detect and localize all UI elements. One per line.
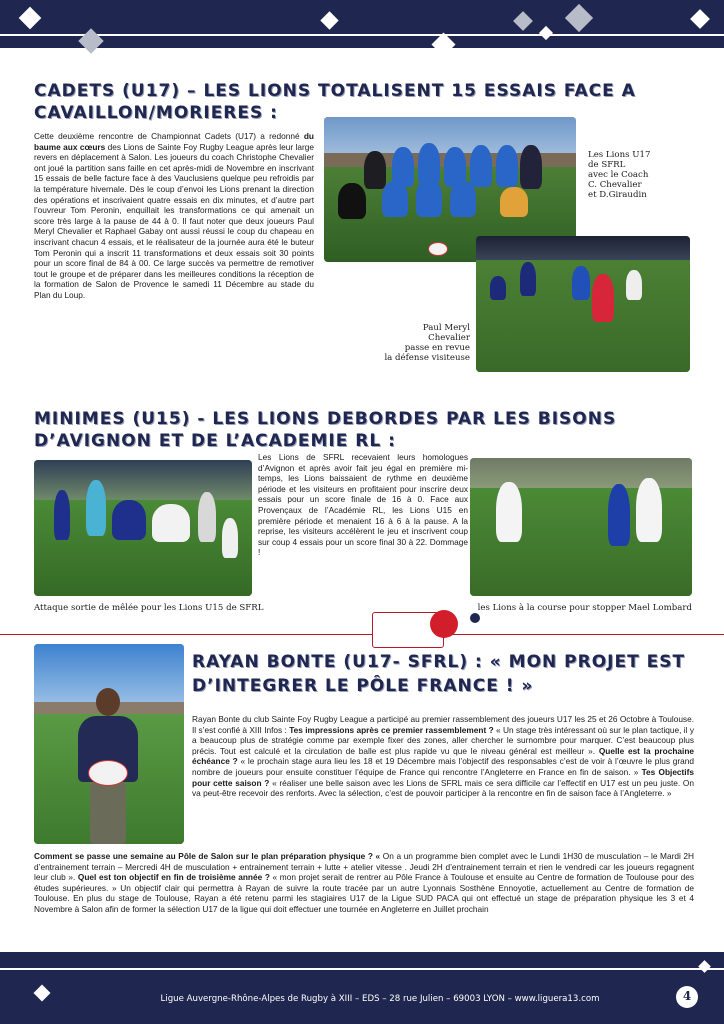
- section1-title-line1: CADETS (U17) – LES LIONS TOTALISENT 15 ESSAIS FACE A: [34, 81, 636, 101]
- u15-scrum-photo: [34, 460, 252, 596]
- u15-run-caption: les Lions à la course pour stopper Mael Lombard: [477, 603, 692, 613]
- section3-article-part2: [34, 851, 694, 915]
- section3-title-line2: D’INTEGRER LE PÔLE FRANCE ! »: [192, 676, 534, 696]
- section2-title: [34, 408, 694, 452]
- navy-dot-icon: [470, 613, 480, 623]
- caption-line: Paul Meryl: [422, 323, 470, 333]
- article-text: On a un programme bien complet avec le Lundi 1H30 de musculation – le Mardi 2H d’entrainement terrain – Mercredi 4H de musculation + entrainement terrain + lutte + atelier vitesse . Jeudi 2H d’entrainement terrain et rien le vendredi car les joueurs regagnent leur club ».: [34, 851, 695, 883]
- article-question: Quelle est la prochaine échéance ?: [192, 745, 695, 767]
- match-photo: [476, 236, 690, 372]
- caption-line: passe en revue: [404, 343, 470, 353]
- rayan-photo: [34, 644, 184, 844]
- caption-line: de SFRL: [588, 160, 626, 170]
- section3-article-part1: [192, 714, 694, 799]
- u15-scrum-caption: Attaque sortie de mêlée pour les Lions U15 de SFRL: [34, 603, 264, 613]
- article-text: « Un stage très intéressant où sur le plan tactique, il y a beaucoup plus de stratégie comme par exemple fixer des zones, aller chercher le surnombre pour marquer. C’est beaucoup plus précis. Tout est calculé et la circulation de balle est plus rapide vu que le niveau général est meilleur ».: [192, 724, 694, 756]
- header-stripe: [0, 34, 724, 36]
- article-bold: du baume aux cœurs: [34, 131, 314, 152]
- section1-title-line2: CAVAILLON/MORIERES :: [34, 103, 278, 123]
- caption-line: Les Lions U17: [588, 150, 651, 160]
- section2-title-line2: D’AVIGNON ET DE L’ACADEMIE RL :: [34, 431, 396, 451]
- footer-text: Ligue Auvergne-Rhône-Alpes de Rugby à XIII – EDS – 28 rue Julien – 69003 LYON – www.liguera13.com: [160, 994, 600, 1004]
- section2-article: Les Lions de SFRL recevaient leurs homologues d’Avignon et après avoir fait jeu égal en première mi-temps, les Lions baissaient de rythme en deuxième période et les visiteurs en profitaient pour inscrire deux essais pour un score finale de 16 à 0. Face aux Provençaux de l’Académie RL, les Lions U15 en première période et menaient 16 à 6 à la pause. A la reprise, les visiteurs accélèrent le jeu et inscrivent coup sur coup 4 essais pour un score final 30 à 22. Dommage !: [258, 452, 468, 558]
- caption-line: et D.Giraudin: [588, 190, 647, 200]
- article-question: Tes Objectifs pour cette saison ?: [192, 766, 694, 788]
- caption-line: avec le Coach: [588, 170, 649, 180]
- section-divider: [0, 634, 724, 635]
- caption-line: Chevalier: [428, 333, 470, 343]
- section1-article: [34, 131, 314, 301]
- u15-run-photo: [470, 458, 692, 596]
- match-photo-caption: [348, 323, 470, 363]
- caption-line: C. Chevalier: [588, 180, 642, 190]
- article-question: Tes impressions après ce premier rassemblement ?: [289, 724, 494, 735]
- article-text: Cette deuxième rencontre de Championnat Cadets (U17) a redonné: [34, 131, 304, 141]
- section3-title-line1: RAYAN BONTE (U17- SFRL) : « MON PROJET EST: [192, 652, 686, 672]
- footer-stripe: [0, 968, 724, 970]
- page-number: 4: [682, 989, 692, 1003]
- team-photo-caption: [588, 150, 708, 200]
- article-text: « réaliser une belle saison avec les Lions de SFRL mais ce sera difficile car l’effectif en U17 est un peu juste. On va peut-être recevoir des renforts. Avec la sélection, c’est de pouvoir participer à la rencontre en fin de saison face à l’Angleterre. »: [192, 777, 694, 799]
- footer-band: [0, 952, 724, 1024]
- article-text: des Lions de Sainte Foy Rugby League après leur large revers en déplacement à Salon. Les joueurs du coach Christophe Chevalier ont joué la partition sans faille en cet après-midi de Novembre en inscrivant 15 essais de belle facture face à des Vauclusiens quelque peu refroidis par la température hivernale. Dès le coup d’envoi les Lions prenant la direction des opérations et inscrivaient quatre essais en dix minutes, et d’autre part l’ouvreur Tom Peronin, enquillait les transformations ce qui amenait un score très large à la pause de 44 à 0. Il faut noter que deux joueurs Paul Meryl Chevalier et Raphael Gabay ont aussi réussi le coup du chapeau en inscrivant chacun 4 essais, et le réalisateur de la journée aura été le buteur Tom Peronin qui a inscrit 11 transformations et deux essais soit 30 points pour un score final de 84 à 00. Ce large succès va permettre de remotiver tout le groupe et de préparer dans les meilleures conditions la réception de la formation de Salon de Provence le samedi 11 Décembre au stade du Plan du Loup.: [34, 141, 314, 300]
- red-dot-icon: [430, 610, 458, 638]
- article-text: « mon projet serait de rentrer au Pôle France à Toulouse et ensuite au Centre de formation de Toulouse pour des études supérieures. » Un objectif clair qui permettra à Rayan de suivre la route tracée par un autre Lyonnais Sosthène Ennoyotie, actuellement au Centre de formation de Toulouse. En plus du stage de Toulouse, Rayan a été retenu parmi les stagiaires U17 de la Ligue SUD PACA qui ont effectué un stage de préparation physique les 3 et 4 Novembre à Salon afin de former la sélection U17 de la ligue qui doit effectuer une tournée en Angleterre en Juillet prochain: [34, 872, 694, 914]
- article-question: Comment se passe une semaine au Pôle de Salon sur le plan préparation physique ? «: [34, 851, 381, 861]
- article-text: « le prochain stage aura lieu les 18 et 19 Décembre mais l’objectif des responsables c’est de voir à l’œuvre le plus grand nombre de joueurs pour ensuite constituer l’équipe de France qui rencontre l’Angleterre en France en fin de saison. »: [192, 756, 694, 777]
- section2-title-line1: MINIMES (U15) - LES LIONS DEBORDES PAR LES BISONS: [34, 409, 617, 429]
- article-text: Rayan Bonte du club Sainte Foy Rugby League a participé au premier rassemblement des joueurs U17 les 25 et 26 Octobre à Toulouse. Il s’est confié à XIII Infos :: [192, 714, 694, 735]
- article-question: Quel est ton objectif en fin de troisième année ?: [77, 872, 270, 883]
- header-band: [0, 0, 724, 48]
- caption-line: la défense visiteuse: [384, 353, 470, 363]
- section3-title: [192, 650, 702, 698]
